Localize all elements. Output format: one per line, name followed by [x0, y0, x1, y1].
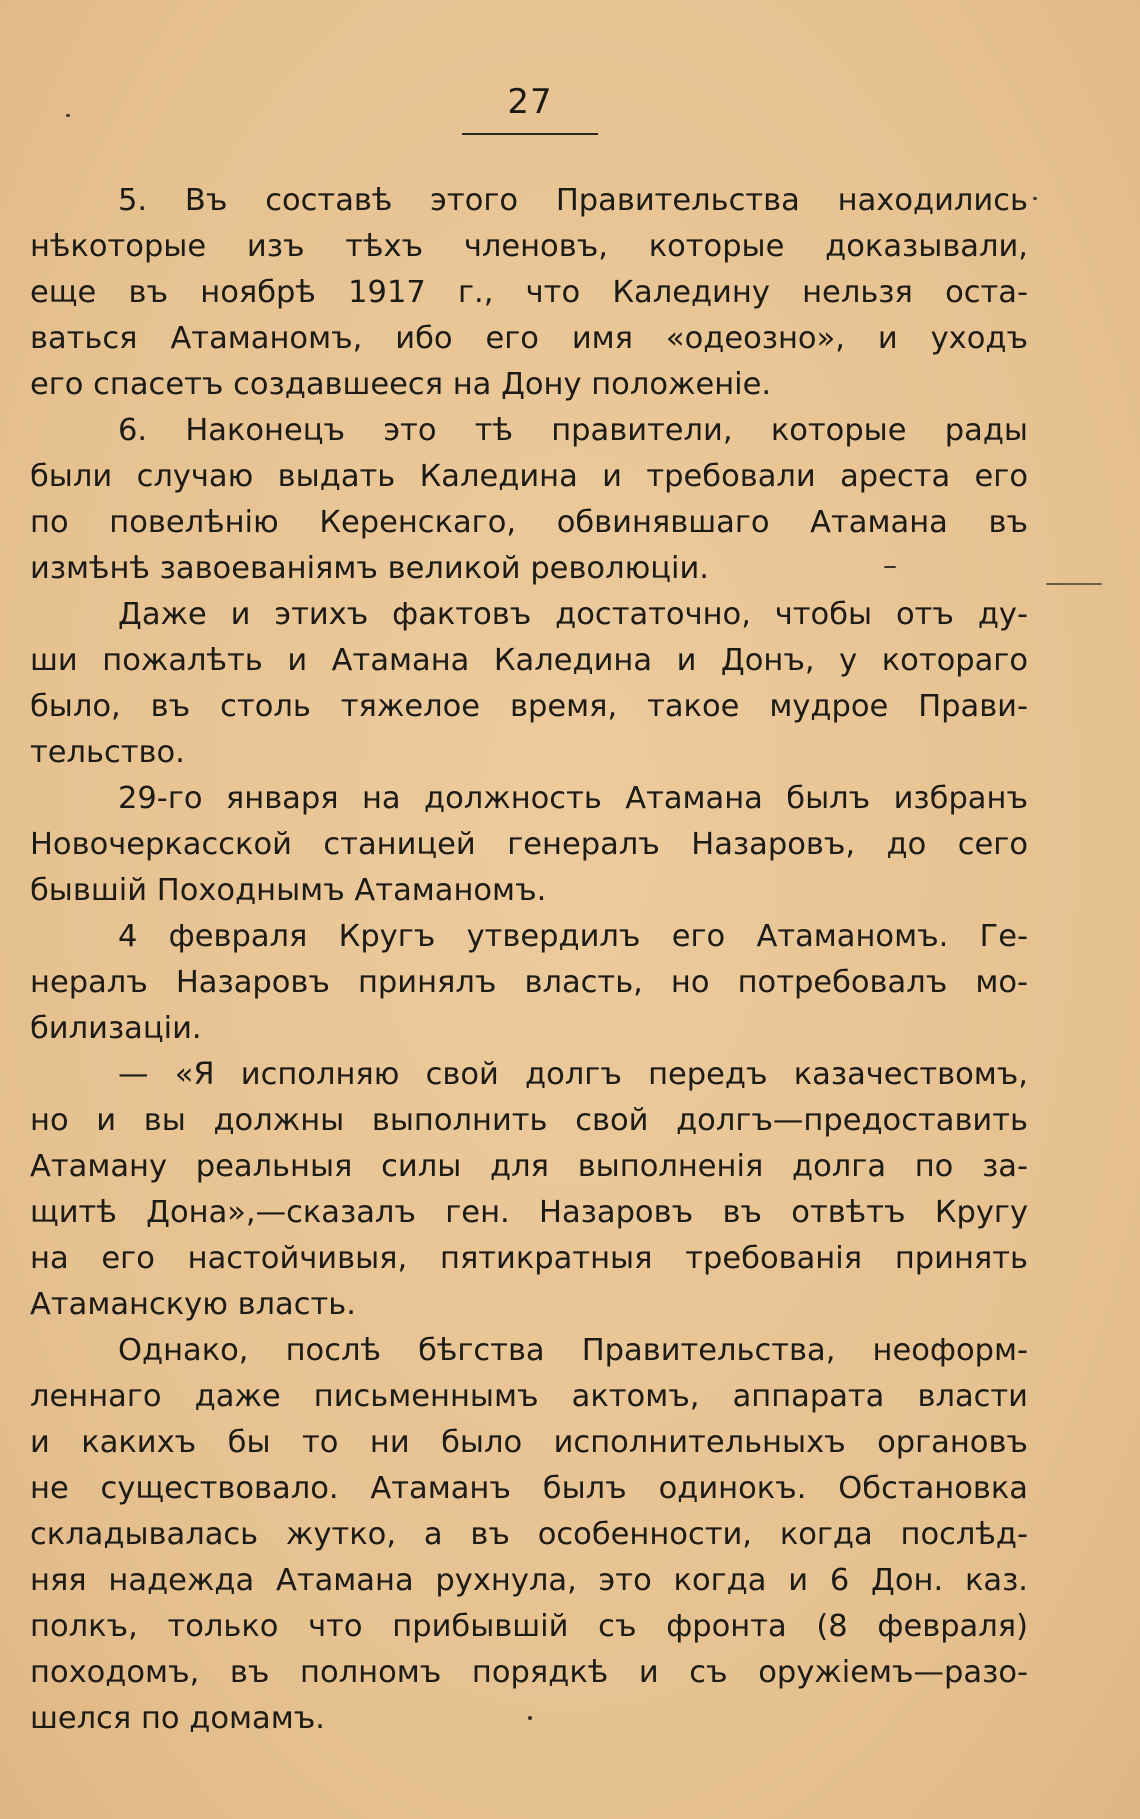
- text-line: ши пожалѣть и Атамана Каледина и Донъ, у котораго: [30, 643, 1028, 678]
- text-line: походомъ, въ полномъ порядкѣ и съ оружіемъ—разо-: [30, 1655, 1028, 1690]
- text-line: 29-го января на должность Атамана былъ избранъ: [118, 781, 1028, 816]
- text-line: было, въ столь тяжелое время, такое мудрое Прави-: [30, 689, 1028, 724]
- text-line: по повелѣнію Керенскаго, обвинявшаго Атамана въ: [30, 505, 1028, 540]
- text-line: были случаю выдать Каледина и требовали ареста его: [30, 459, 1028, 494]
- text-line: 6. Наконецъ это тѣ правители, которые рады: [118, 413, 1028, 448]
- text-line: Даже и этихъ фактовъ достаточно, чтобы отъ ду-: [118, 597, 1028, 632]
- print-speck: [884, 566, 896, 568]
- text-line: няя надежда Атамана рухнула, это когда и 6 Дон. каз.: [30, 1563, 1028, 1598]
- text-line: 4 февраля Кругъ утвердилъ его Атаманомъ. Ге-: [118, 919, 1028, 954]
- print-speck: [1046, 583, 1102, 585]
- text-line: нѣкоторые изъ тѣхъ членовъ, которые доказывали,: [30, 229, 1028, 264]
- text-line: бывшій Походнымъ Атаманомъ.: [30, 873, 547, 908]
- text-line: Атаману реальныя силы для выполненія долга по за-: [30, 1149, 1028, 1184]
- text-line: на его настойчивыя, пятикратныя требованія принять: [30, 1241, 1028, 1276]
- print-speck: [528, 1716, 532, 1720]
- print-speck: [66, 114, 70, 117]
- text-line: не существовало. Атаманъ былъ одинокъ. Обстановка: [30, 1471, 1028, 1506]
- text-line: леннаго даже письменнымъ актомъ, аппарата власти: [30, 1379, 1028, 1414]
- text-line: Новочеркасской станицей генералъ Назаровъ, до сего: [30, 827, 1028, 862]
- text-line: измѣнѣ завоеваніямъ великой революціи.: [30, 551, 709, 586]
- page-number-rule: [462, 133, 598, 135]
- text-line: складывалась жутко, а въ особенности, когда послѣд-: [30, 1517, 1028, 1552]
- text-line: Однако, послѣ бѣгства Правительства, неоформ-: [118, 1333, 1028, 1368]
- text-line: его спасетъ создавшееся на Дону положеніе.: [30, 367, 772, 402]
- text-line: ваться Атаманомъ, ибо его имя «одеозно», и уходъ: [30, 321, 1028, 356]
- body-text: [30, 178, 1028, 1742]
- text-line: нералъ Назаровъ принялъ власть, но потребовалъ мо-: [30, 965, 1028, 1000]
- text-line: 5. Въ составѣ этого Правительства находились: [118, 183, 1028, 218]
- print-speck: [1033, 197, 1037, 200]
- text-line: но и вы должны выполнить свой долгъ—предоставить: [30, 1103, 1028, 1138]
- text-line: Атаманскую власть.: [30, 1287, 356, 1322]
- text-line: шелся по домамъ.: [30, 1701, 325, 1736]
- text-line: тельство.: [30, 735, 185, 770]
- text-line: полкъ, только что прибывшій съ фронта (8 февраля): [30, 1609, 1028, 1644]
- page-number: 27: [507, 82, 553, 122]
- text-line: — «Я исполняю свой долгъ передъ казачествомъ,: [118, 1057, 1028, 1092]
- text-line: щитѣ Дона»,—сказалъ ген. Назаровъ въ отвѣтъ Кругу: [30, 1195, 1028, 1230]
- text-line: еще въ ноябрѣ 1917 г., что Каледину нельзя оста-: [30, 275, 1028, 310]
- text-line: и какихъ бы то ни было исполнительныхъ органовъ: [30, 1425, 1028, 1460]
- text-line: билизаціи.: [30, 1011, 202, 1046]
